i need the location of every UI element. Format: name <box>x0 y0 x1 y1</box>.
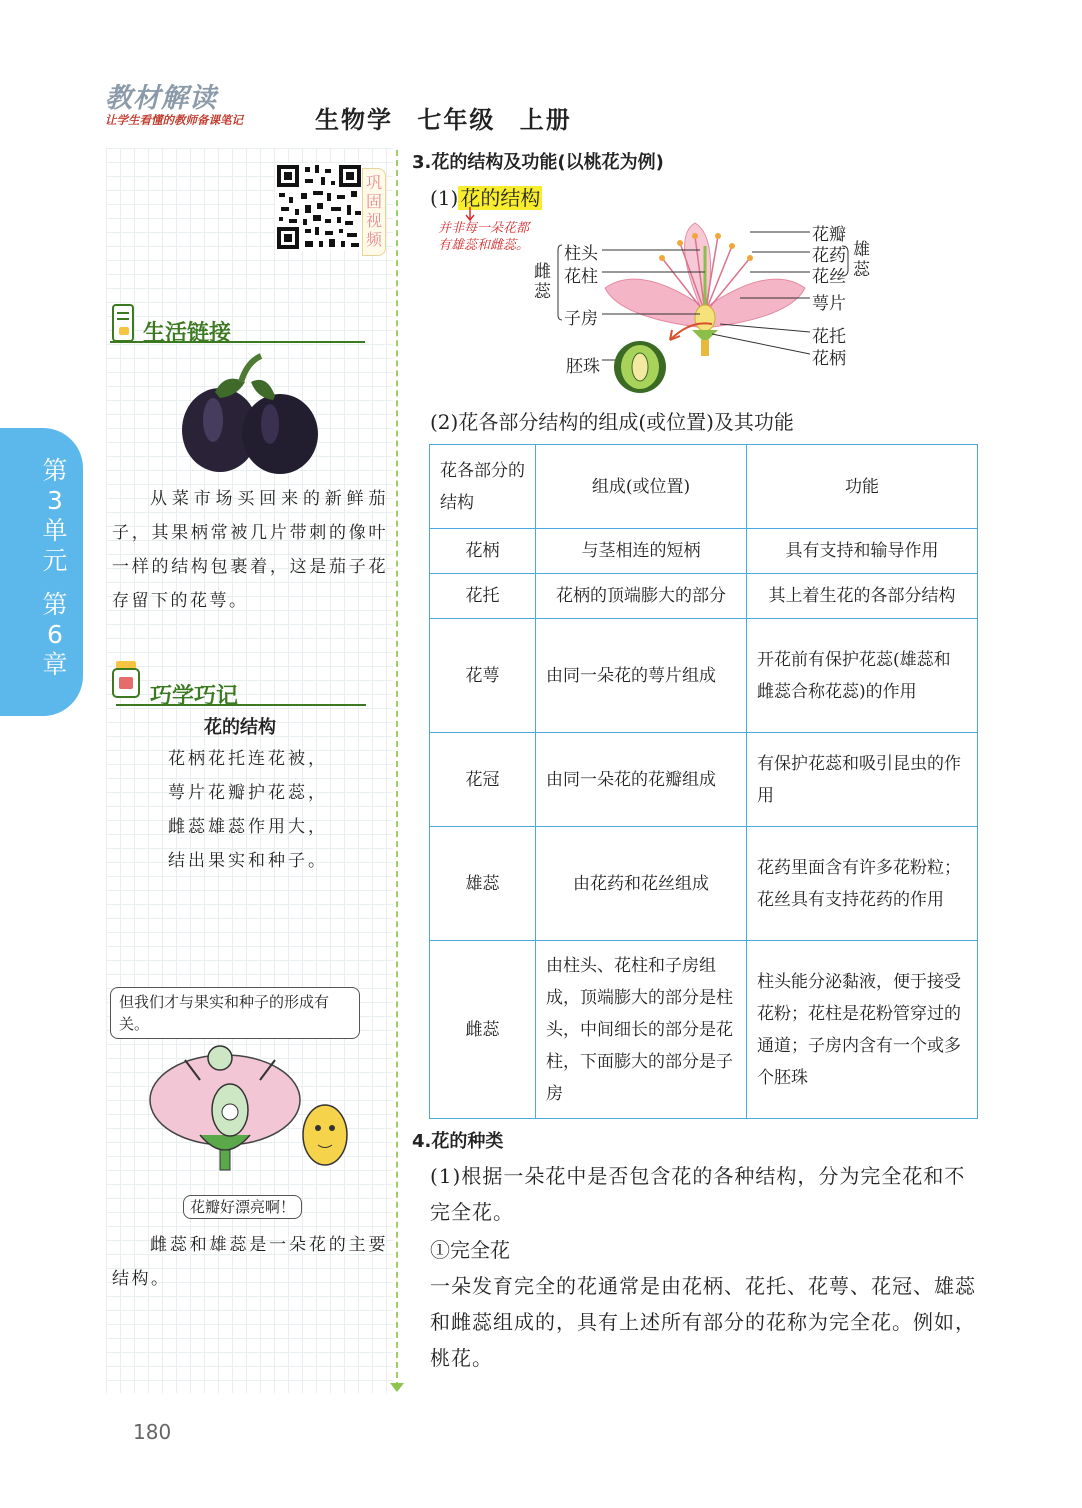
chapter-label: 第6章 <box>42 590 68 679</box>
table-row <box>430 941 978 1119</box>
table-row <box>430 827 978 941</box>
diagram-label-receptacle: 花托 <box>812 327 846 347</box>
speech-bubble-petal: 花瓣好漂亮啊！ <box>183 1195 302 1219</box>
note-arrow-icon <box>462 205 478 223</box>
table-cell: 花托 <box>430 574 536 619</box>
table-cell: 花萼 <box>430 619 536 733</box>
brand-title: 教材解读 <box>105 83 217 114</box>
life-link-text: 从菜市场买回来的新鲜茄子，其果柄常被几片带刺的像叶一样的结构包裹着，这是茄子花存留下的花萼。 <box>112 489 388 611</box>
table-cell: 与茎相连的短柄 <box>536 529 747 574</box>
table-cell: 由同一朵花的花瓣组成 <box>536 733 747 827</box>
table-header-cell: 功能 <box>747 445 978 529</box>
diagram-label-ovary: 子房 <box>564 309 598 329</box>
qr-video-label[interactable]: 巩固视频 <box>362 168 386 256</box>
table-cell: 花柄的顶端膨大的部分 <box>536 574 747 619</box>
diagram-label-pedicel: 花柄 <box>812 349 846 369</box>
stamen-label: 雄蕊 <box>853 240 870 280</box>
poem-line: 雌蕊雄蕊作用大， <box>168 817 328 837</box>
table-cell: 花药里面含有许多花粉粒；花丝具有支持花药的作用 <box>747 827 978 941</box>
table-cell: 开花前有保护花蕊(雄蕊和雌蕊合称花蕊)的作用 <box>747 619 978 733</box>
page-number: 180 <box>133 1420 172 1444</box>
complete-flower-paragraph: 一朵发育完全的花通常是由花柄、花托、花萼、花冠、雄蕊和雌蕊组成的，具有上述所有部分的花称为完全花。例如，桃花。 <box>430 1274 976 1370</box>
diagram-label-ovule: 胚珠 <box>566 357 600 377</box>
table-cell: 由花药和花丝组成 <box>536 827 747 941</box>
diagram-label-sepal: 萼片 <box>812 294 846 314</box>
side-tab-text <box>36 456 74 680</box>
structure-function-table <box>429 444 978 1119</box>
table-header-cell: 花各部分的结构 <box>430 445 536 529</box>
diagram-label-style: 花柱 <box>564 267 598 287</box>
divider <box>396 150 398 1388</box>
pistil-label: 雌蕊 <box>534 262 551 302</box>
divider-arrow-icon <box>390 1383 404 1392</box>
table-row <box>430 733 978 827</box>
diagram-label-anther: 花药 <box>812 246 846 266</box>
speech-bubble-pistil: 但我们才与果实和种子的形成有关。 <box>110 987 360 1039</box>
table-cell: 柱头能分泌黏液，便于接受花粉；花柱是花粉管穿过的通道；子房内含有一个或多个胚珠 <box>747 941 978 1119</box>
sub1-prefix: (1) <box>430 186 459 210</box>
notebook-icon <box>110 303 138 343</box>
book-title: 生物学 七年级 上册 <box>315 105 572 134</box>
diagram-label-filament: 花丝 <box>812 267 846 287</box>
heading-underline <box>110 341 365 343</box>
section3-title: 3.花的结构及功能(以桃花为例) <box>412 152 664 173</box>
table-cell: 花柄 <box>430 529 536 574</box>
table-header-cell: 组成(或位置) <box>536 445 747 529</box>
table-row <box>430 619 978 733</box>
table-cell: 由柱头、花柱和子房组成，顶端膨大的部分是柱头，中间细长的部分是花柱，下面膨大的部分是子房 <box>536 941 747 1119</box>
handwritten-note: 并非每一朵花都有雄蕊和雌蕊。 <box>438 221 530 253</box>
qr-code-icon[interactable] <box>275 163 363 251</box>
poem-line: 萼片花瓣护花蕊， <box>168 783 328 803</box>
unit-label: 第3单元 <box>42 456 68 575</box>
table-cell: 由同一朵花的萼片组成 <box>536 619 747 733</box>
diagram-label-stigma: 柱头 <box>564 244 598 264</box>
sub2-title: (2)花各部分结构的组成(或位置)及其功能 <box>430 410 794 434</box>
flower-cartoon-image <box>140 1040 360 1190</box>
table-row <box>430 529 978 574</box>
sub1-highlight: 花的结构 <box>460 186 541 210</box>
poem-title: 花的结构 <box>204 717 276 738</box>
table-cell: 雄蕊 <box>430 827 536 941</box>
table-cell: 雌蕊 <box>430 941 536 1119</box>
poem-line: 结出果实和种子。 <box>168 851 328 871</box>
table-cell: 花冠 <box>430 733 536 827</box>
memory-heading: 巧学巧记 <box>150 684 239 709</box>
pill-bottle-icon <box>110 659 144 699</box>
poem-line: 花柄花托连花被， <box>168 749 328 769</box>
classification-paragraph: (1)根据一朵花中是否包含花的各种结构，分为完全花和不完全花。 <box>430 1164 966 1224</box>
brand-subtitle: 让学生看懂的教师备课笔记 <box>105 113 243 127</box>
table-header-row <box>430 445 978 529</box>
table-row <box>430 574 978 619</box>
table-cell: 具有支持和输导作用 <box>747 529 978 574</box>
eggplant-image <box>175 352 325 477</box>
table-cell: 有保护花蕊和吸引昆虫的作用 <box>747 733 978 827</box>
main-structure-text: 雌蕊和雄蕊是一朵花的主要结构。 <box>112 1235 388 1289</box>
diagram-label-petal: 花瓣 <box>812 225 846 245</box>
table-cell: 其上着生花的各部分结构 <box>747 574 978 619</box>
heading-underline <box>116 704 366 706</box>
sub1-title <box>430 182 542 211</box>
section4-title: 4.花的种类 <box>412 1131 504 1152</box>
memory-poem <box>168 742 328 878</box>
life-link-heading: 生活链接 <box>143 321 232 346</box>
complete-flower-heading: ①完全花 <box>430 1238 510 1262</box>
